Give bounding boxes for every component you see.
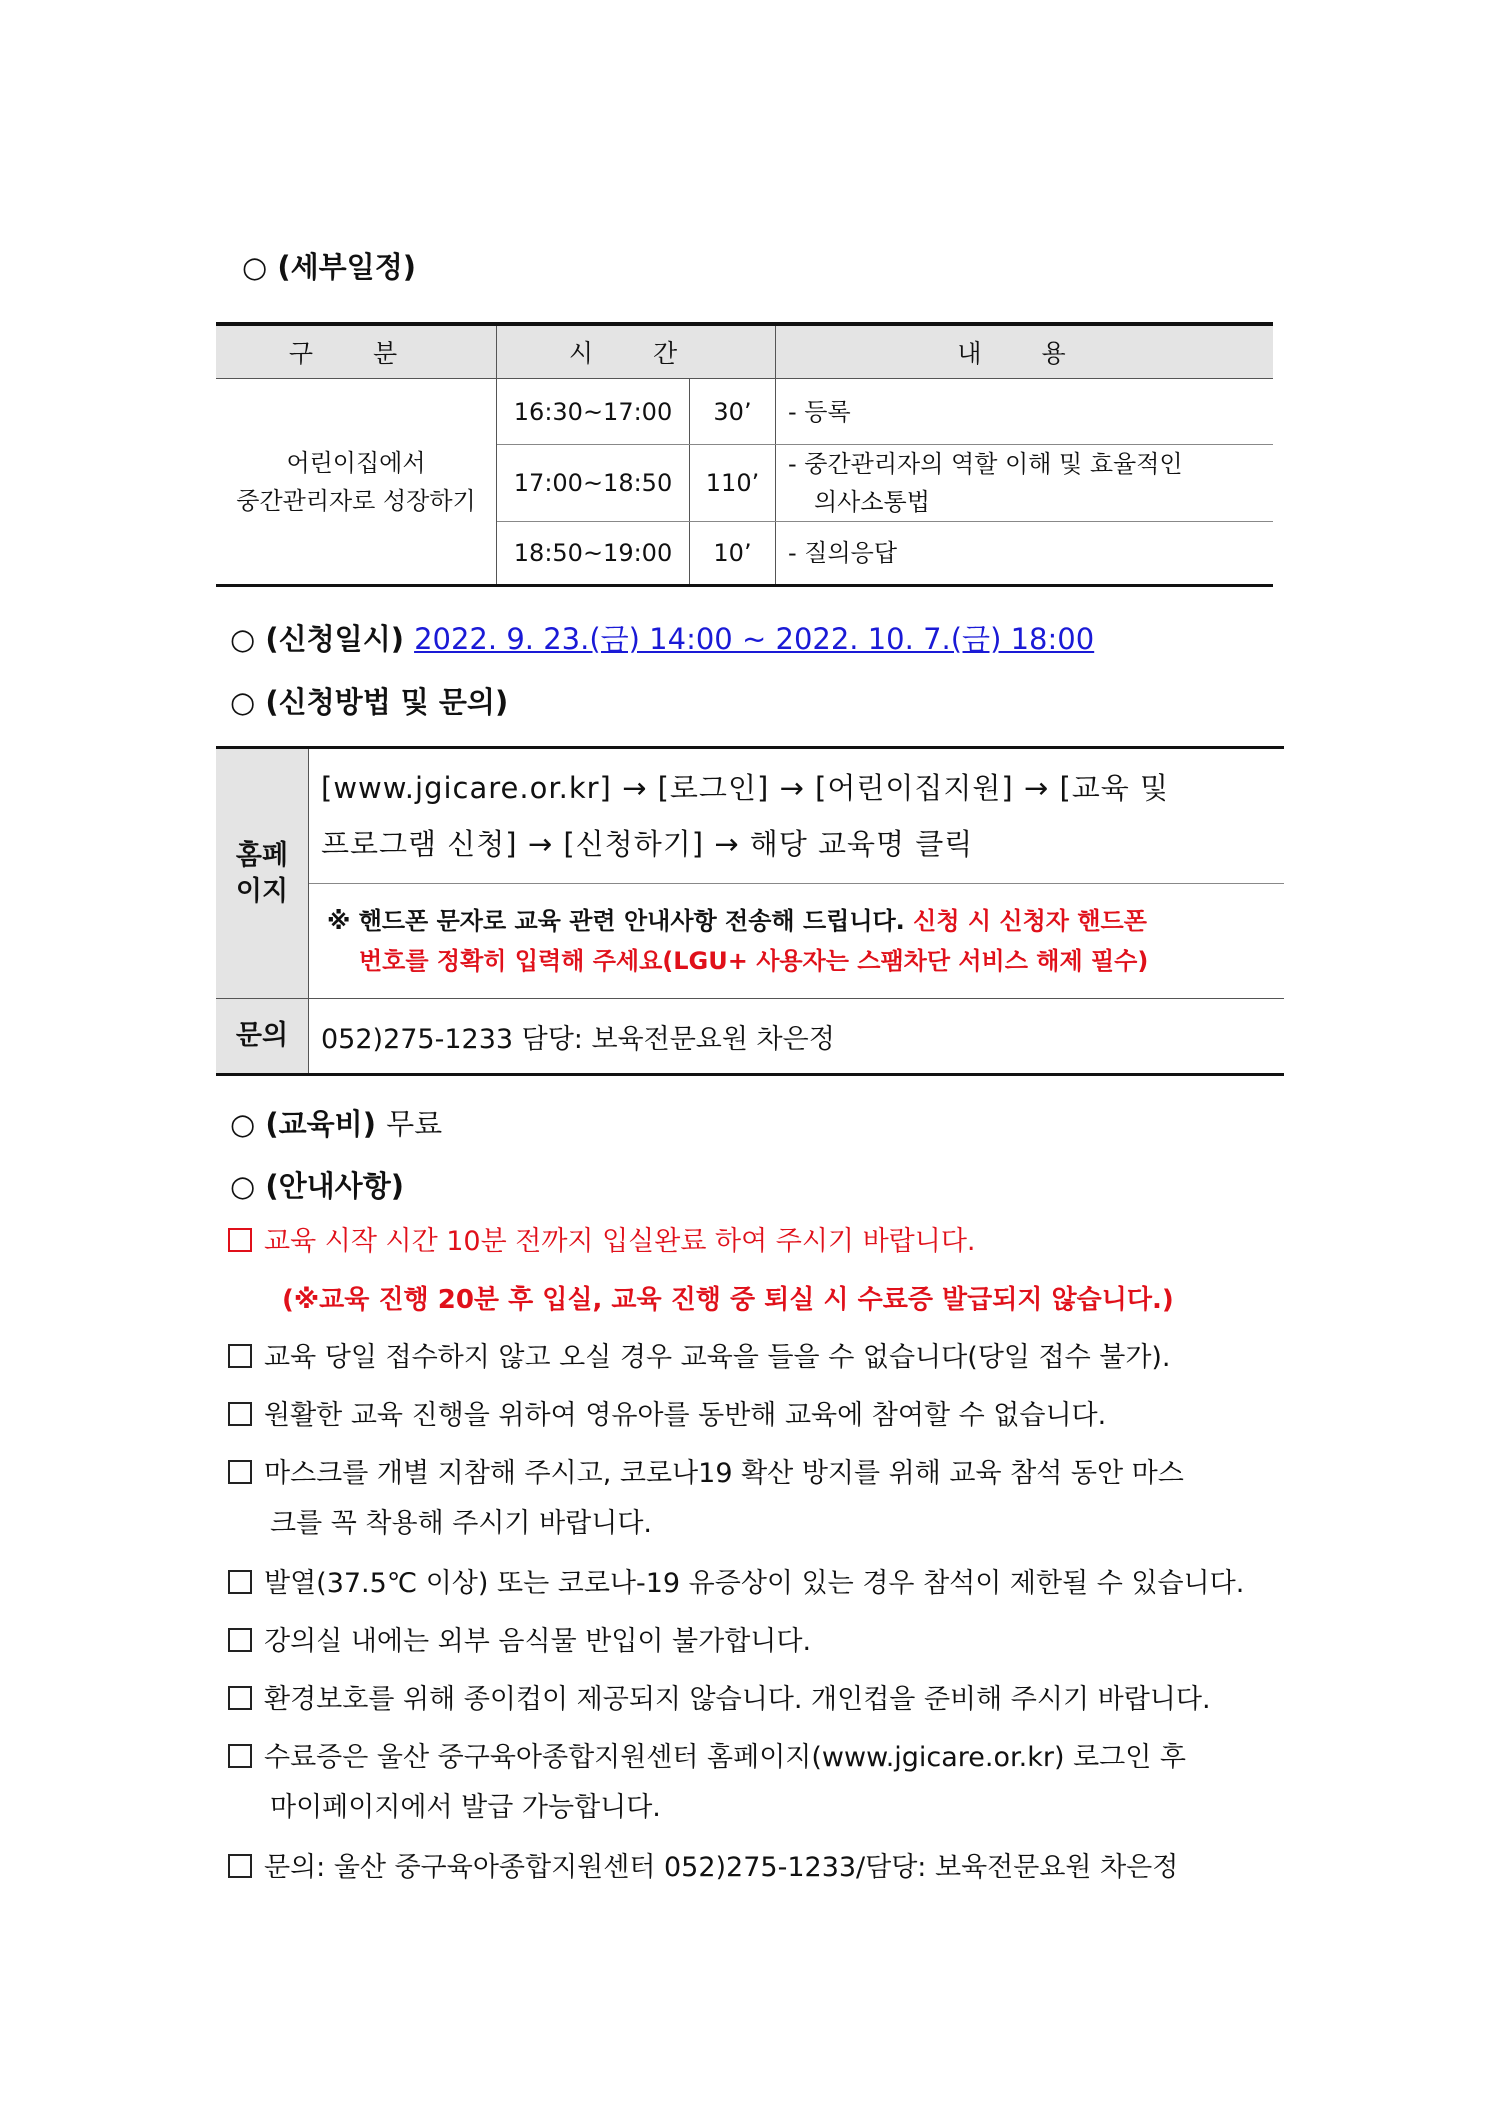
checkbox-icon <box>228 1744 252 1768</box>
checkbox-icon <box>228 1402 252 1426</box>
category-cell <box>216 379 497 586</box>
notice-red-2: 번호를 정확히 입력해 주세요(LGU+ 사용자는 스팸차단 서비스 해제 필수) <box>359 947 1149 975</box>
notice-item <box>228 1338 1171 1378</box>
checkbox-icon <box>228 1854 252 1878</box>
apply-table <box>216 746 1284 1076</box>
fee-label: ○ (교육비) <box>230 1107 376 1141</box>
notice-text: 발열(37.5℃ 이상) 또는 코로나-19 유증상이 있는 경우 참석이 제한될 수 있습니다. <box>264 1568 1245 1599</box>
time-cell: 17:00~18:50 <box>497 445 690 522</box>
fee-value: 무료 <box>386 1107 443 1141</box>
homepage-path-cell <box>309 748 1285 884</box>
notice-item <box>228 1564 1244 1604</box>
notice-item <box>228 1222 975 1262</box>
notice-item <box>228 1680 1211 1720</box>
notice-text: 문의: 울산 중구육아종합지원센터 052)275-1233/담당: 보육전문요원 차은정 <box>264 1852 1179 1883</box>
path-line-1: [www.jgicare.or.kr] → [로그인] → [어린이집지원] → [교육 및 <box>321 771 1170 805</box>
notice-item <box>228 1738 1186 1778</box>
notice-item <box>228 1396 1106 1436</box>
col-header-content: 내 용 <box>776 324 1274 379</box>
content-line-1: - 중간관리자의 역할 이해 및 효율적인 <box>788 450 1183 478</box>
notice-subline: (※교육 진행 20분 후 입실, 교육 진행 중 퇴실 시 수료증 발급되지 않습니다.) <box>282 1285 1174 1315</box>
time-cell: 16:30~17:00 <box>497 379 690 445</box>
checkbox-icon <box>228 1228 252 1252</box>
notice-text: 수료증은 울산 중구육아종합지원센터 홈페이지(www.jgicare.or.kr) 로그인 후 <box>264 1742 1186 1773</box>
checkbox-icon <box>228 1686 252 1710</box>
homepage-notice-cell <box>309 884 1285 999</box>
content-cell: - 등록 <box>776 379 1274 445</box>
notice-text: 마스크를 개별 지참해 주시고, 코로나19 확산 방지를 위해 교육 참석 동안 마스 <box>264 1458 1184 1489</box>
checkbox-icon <box>228 1460 252 1484</box>
schedule-heading: ○ (세부일정) <box>242 250 416 284</box>
notice-heading: ○ (안내사항) <box>230 1169 404 1203</box>
checkbox-icon <box>228 1570 252 1594</box>
notice-text: 교육 시작 시간 10분 전까지 입실완료 하여 주시기 바랍니다. <box>264 1226 976 1257</box>
schedule-table <box>216 322 1273 587</box>
path-line-2: 프로그램 신청] → [신청하기] → 해당 교육명 클릭 <box>321 827 974 861</box>
apply-date-value: 2022. 9. 23.(금) 14:00 ~ 2022. 10. 7.(금) 18:00 <box>414 622 1095 656</box>
notice-continuation: 마이페이지에서 발급 가능합니다. <box>270 1792 661 1823</box>
col-header-category: 구 분 <box>216 324 497 379</box>
contact-label: 문의 <box>216 999 309 1075</box>
content-cell: - 질의응답 <box>776 522 1274 586</box>
category-line-1: 어린이집에서 <box>286 448 426 477</box>
content-line-2: 의사소통법 <box>814 488 930 516</box>
duration-cell: 110’ <box>690 445 776 522</box>
checkbox-icon <box>228 1344 252 1368</box>
apply-date-heading <box>230 617 1094 658</box>
notice-item <box>228 1454 1184 1494</box>
col-header-time: 시 간 <box>497 324 776 379</box>
notice-continuation: 크를 꼭 착용해 주시기 바랍니다. <box>270 1508 652 1539</box>
content-cell <box>776 445 1274 522</box>
notice-text: 원활한 교육 진행을 위하여 영유아를 동반해 교육에 참여할 수 없습니다. <box>264 1400 1107 1431</box>
fee-heading <box>230 1102 442 1143</box>
time-cell: 18:50~19:00 <box>497 522 690 586</box>
notice-item <box>228 1848 1178 1888</box>
notice-item <box>228 1622 811 1662</box>
notice-text: 교육 당일 접수하지 않고 오실 경우 교육을 들을 수 없습니다(당일 접수 불가). <box>264 1342 1171 1373</box>
notice-black: ※ 핸드폰 문자로 교육 관련 안내사항 전송해 드립니다. <box>327 907 905 935</box>
duration-cell: 30’ <box>690 379 776 445</box>
category-line-2: 중간관리자로 성장하기 <box>236 486 476 515</box>
table-row <box>216 379 1273 445</box>
homepage-label: 홈페 이지 <box>216 748 309 999</box>
apply-date-label: ○ (신청일시) <box>230 622 404 656</box>
notice-text: 강의실 내에는 외부 음식물 반입이 불가합니다. <box>264 1626 812 1657</box>
checkbox-icon <box>228 1628 252 1652</box>
duration-cell: 10’ <box>690 522 776 586</box>
apply-method-heading: ○ (신청방법 및 문의) <box>230 685 509 719</box>
notice-red-1: 신청 시 신청자 핸드폰 <box>913 907 1147 935</box>
contact-value: 052)275-1233 담당: 보육전문요원 차은정 <box>321 1023 835 1055</box>
notice-line-1 <box>327 901 1284 941</box>
notice-text: 환경보호를 위해 종이컵이 제공되지 않습니다. 개인컵을 준비해 주시기 바랍니다. <box>264 1684 1211 1715</box>
